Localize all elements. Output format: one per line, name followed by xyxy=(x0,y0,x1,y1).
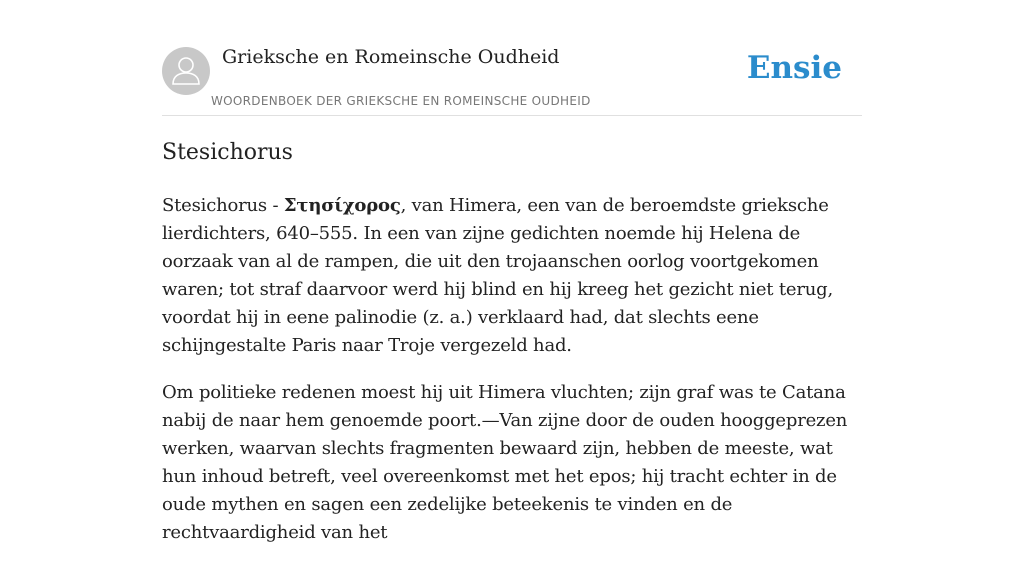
site-subtitle: WOORDENBOEK DER GRIEKSCHE EN ROMEINSCHE OUDHEID xyxy=(211,94,591,108)
article-body xyxy=(162,192,867,566)
page-title: Stesichorus xyxy=(162,140,293,165)
article-paragraph xyxy=(162,192,867,360)
brand-logo[interactable]: Ensie xyxy=(746,50,842,86)
greek-term: Στησίχορος xyxy=(283,195,401,216)
term-label: Stesichorus - xyxy=(162,195,284,216)
article-paragraph: Om politieke redenen moest hij uit Himera vluchten; zijn graf was te Catana nabij de naar hem genoemde poort.—Van zijne door de ouden hooggeprezen werken, waarvan slechts fragmenten bewaard zijn, hebben de meeste, wat hun inhoud betreft, veel overeenkomst met het epos; hij tracht echter in de oude mythen en sagen een zedelijke beteekenis te vinden en de rechtvaardigheid van het xyxy=(162,382,848,543)
user-silhouette-icon xyxy=(162,47,210,95)
header-divider xyxy=(162,115,862,116)
site-title[interactable]: Grieksche en Romeinsche Oudheid xyxy=(222,46,560,68)
avatar[interactable] xyxy=(162,47,210,95)
paragraph-text: , van Himera, een van de beroemdste grieksche lierdichters, 640–555. In een van zijne gedichten noemde hij Helena de oorzaak van al de rampen, die uit den trojaanschen oorlog voortgekomen waren; tot straf daarvoor werd hij blind en hij kreeg het gezicht niet terug, voordat hij in eene palinodie (z. a.) verklaard had, dat slechts eene schijngestalte Paris naar Troje vergezeld had. xyxy=(162,195,833,356)
